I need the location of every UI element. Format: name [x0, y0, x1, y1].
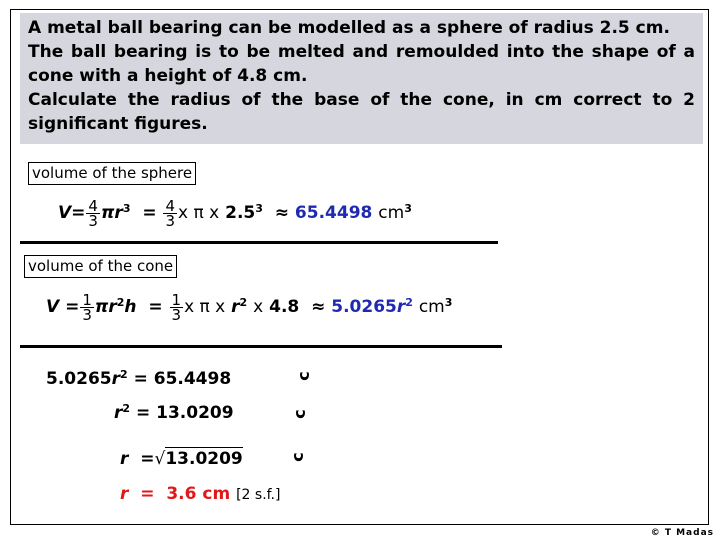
power: 2 — [239, 296, 248, 309]
power: 2 — [116, 296, 125, 309]
significant-figures-note: [2 s.f.] — [236, 487, 281, 503]
times-pi-times: x π x — [178, 203, 220, 223]
fraction-4-3 — [163, 196, 177, 230]
question-line: The ball bearing is to be melted and remoulded into the shape of a — [28, 42, 695, 62]
denominator: 3 — [82, 305, 92, 324]
denominator: 3 — [88, 211, 98, 230]
v-symbol: V — [46, 297, 60, 317]
power: 2 — [405, 296, 413, 309]
r-symbol: r — [120, 484, 129, 504]
power: 2 — [122, 402, 131, 415]
fraction-4-3 — [86, 196, 100, 230]
question-line: Calculate the radius of the base of the cone, in cm correct to 2 — [28, 90, 695, 110]
divider — [20, 241, 498, 244]
power: 2 — [120, 368, 128, 381]
sphere-volume-value: 65.4498 — [294, 203, 373, 223]
approx-symbol: ≈ — [311, 297, 326, 317]
copyright: © T Madas — [650, 528, 714, 538]
unit: cm — [378, 203, 405, 223]
question-line: significant figures. — [28, 114, 208, 134]
unit: cm — [418, 297, 445, 317]
step-equation-2 — [114, 398, 234, 428]
r-symbol: r — [111, 369, 120, 389]
radicand: 13.0209 — [165, 449, 243, 469]
r-symbol: r — [120, 449, 129, 469]
pi-r: πr — [100, 203, 123, 223]
question-line: A metal ball bearing can be modelled as a sphere of radius 2.5 cm. — [28, 18, 670, 38]
cone-volume-equation — [46, 292, 452, 322]
height-value: 4.8 — [269, 297, 300, 317]
answer-value: 3.6 cm — [166, 484, 231, 504]
power: 3 — [444, 296, 453, 309]
square-root-symbol: √ — [154, 449, 166, 469]
sphere-volume-equation — [58, 198, 412, 228]
check-mark: c — [294, 371, 313, 381]
r-symbol: r — [231, 297, 240, 317]
step-equation-3 — [120, 444, 243, 474]
power: 3 — [122, 202, 131, 215]
equals: = — [71, 203, 86, 223]
check-mark: c — [290, 409, 309, 419]
times-pi-times: x π x — [184, 297, 226, 317]
divider — [20, 345, 502, 348]
pi-r: πr — [94, 297, 117, 317]
answer — [120, 479, 280, 509]
question-box — [20, 13, 703, 144]
power: 3 — [255, 202, 263, 215]
numerator: 1 — [82, 290, 92, 309]
numerator: 4 — [165, 196, 176, 215]
denominator: 3 — [165, 211, 176, 230]
coefficient: 5.0265 — [46, 369, 112, 389]
step-equation-1 — [46, 364, 231, 394]
r-symbol: r — [114, 403, 123, 423]
times: x — [253, 297, 264, 317]
sphere-label: volume of the sphere — [28, 162, 196, 185]
cone-volume-coef: 5.0265 — [331, 297, 397, 317]
denominator: 3 — [171, 305, 182, 324]
h-symbol: h — [124, 297, 137, 317]
question-line: cone with a height of 4.8 cm. — [28, 66, 308, 86]
power: 3 — [404, 202, 412, 215]
fraction-1-3 — [80, 290, 94, 324]
check-mark: c — [288, 452, 307, 462]
rhs: = 65.4498 — [133, 369, 232, 389]
numerator: 1 — [171, 290, 182, 309]
numerator: 4 — [88, 196, 98, 215]
equals: = — [140, 449, 155, 469]
r-symbol: r — [396, 297, 406, 317]
approx-symbol: ≈ — [274, 203, 289, 223]
equals: = — [148, 297, 163, 317]
equals: = — [65, 297, 80, 317]
equals: = — [140, 484, 155, 504]
fraction-1-3 — [170, 290, 184, 324]
rhs: = 13.0209 — [135, 403, 234, 423]
equals: = — [142, 203, 157, 223]
v-symbol: V — [58, 203, 72, 223]
radius-value: 2.5 — [225, 203, 256, 223]
cone-label: volume of the cone — [24, 255, 177, 278]
